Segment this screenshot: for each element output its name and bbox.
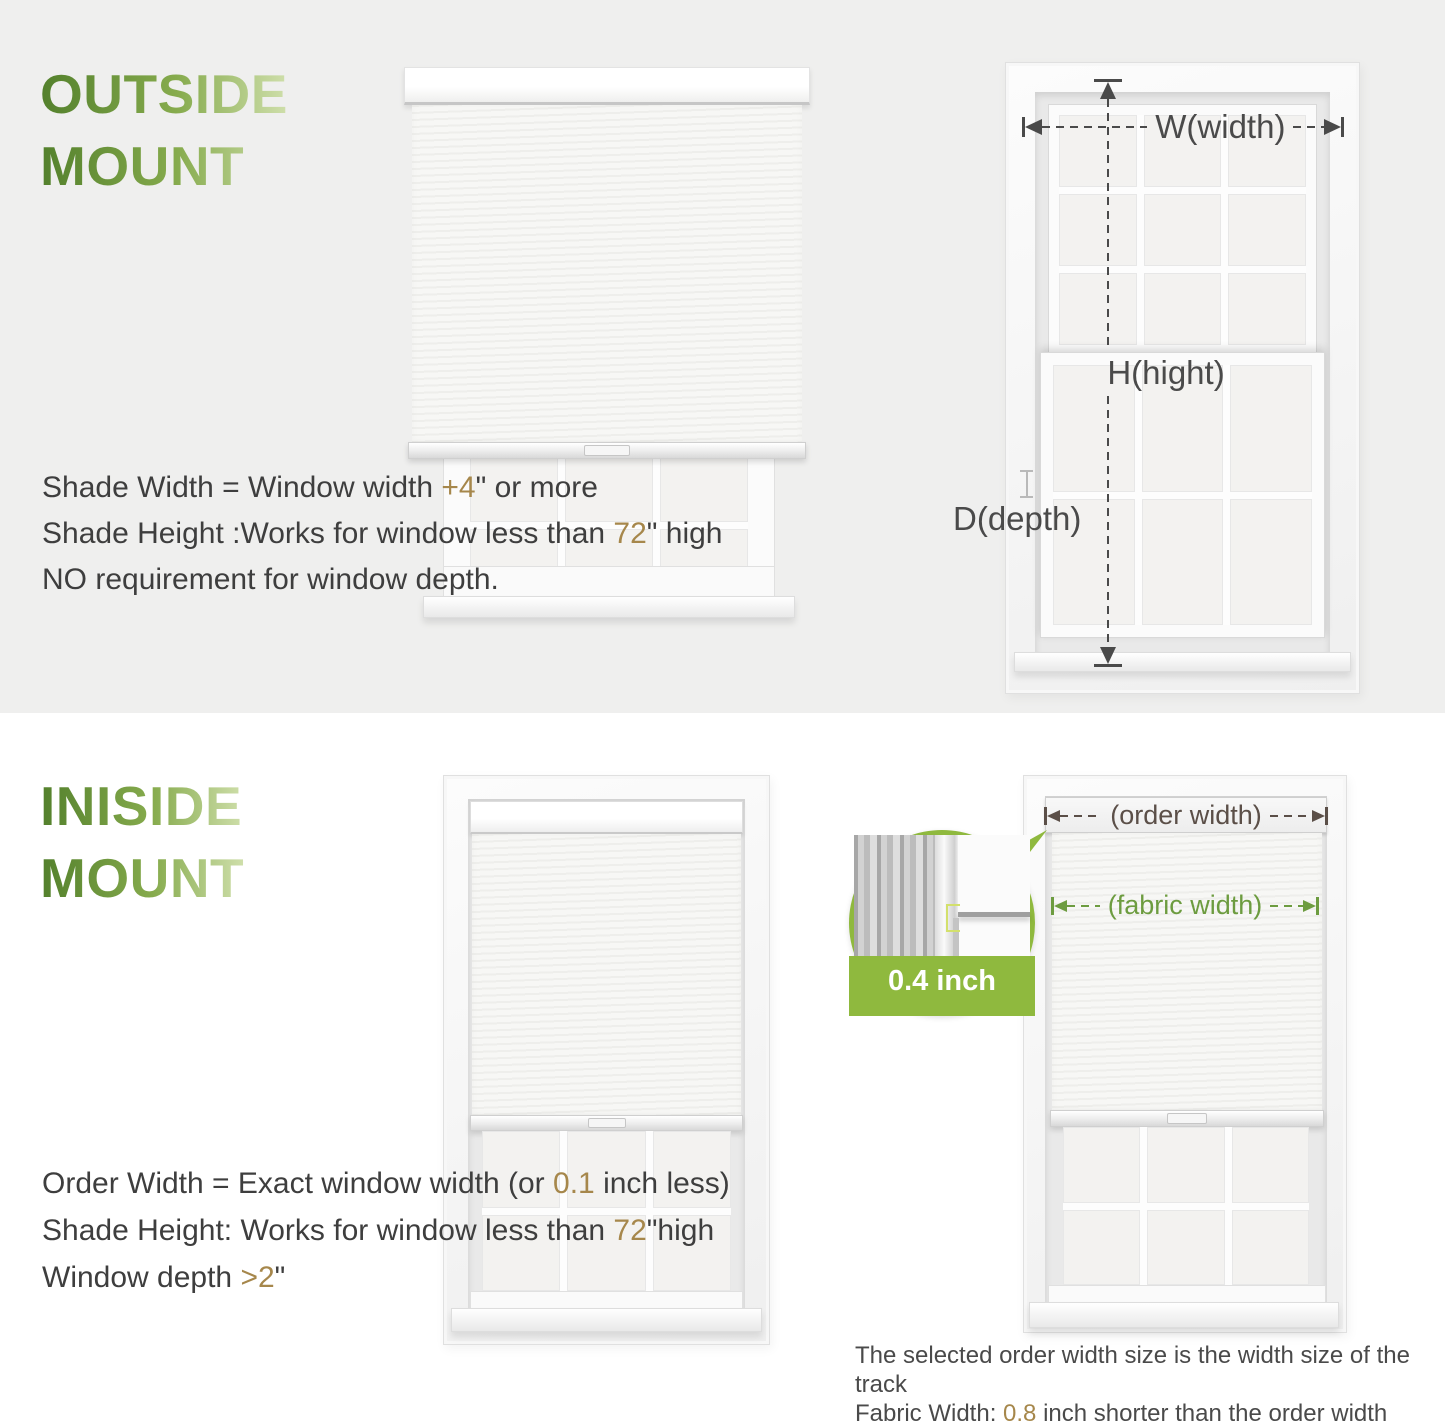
arrowhead-right-icon	[1303, 900, 1316, 912]
measure-dash	[1107, 396, 1109, 647]
height-label: H(hight)	[1107, 354, 1225, 391]
track-edge-closeup	[958, 912, 1030, 917]
measure-endbar	[1341, 117, 1344, 137]
measure-dash	[1067, 905, 1100, 907]
footnote	[855, 1341, 1445, 1428]
order-width-label: (order width)	[1110, 800, 1262, 830]
text-segment: "	[274, 1261, 286, 1294]
window-pane-area	[1063, 1127, 1309, 1285]
window-pane	[1230, 365, 1312, 492]
text-segment: NO requirement for window depth.	[42, 563, 499, 596]
arrowhead-right-icon	[1312, 810, 1325, 822]
measure-dash	[1270, 815, 1312, 817]
gap-zoom-callout	[845, 820, 1060, 1025]
arrowhead-up-icon	[1100, 82, 1116, 99]
zoom-circle	[849, 830, 1035, 1016]
inside-mount-title	[40, 770, 244, 914]
shade-fabric	[1052, 833, 1322, 1110]
text-segment: " or more	[475, 471, 598, 504]
instruction-line	[42, 557, 722, 603]
text-segment: Shade Width = Window width	[42, 471, 442, 504]
width-label: W(width)	[1155, 108, 1286, 145]
accent-value: 72	[613, 1214, 647, 1247]
shade-handle	[584, 445, 630, 456]
gap-bracket-icon	[946, 904, 960, 932]
shade-handle	[588, 1118, 626, 1128]
shade-bottom-rail	[408, 442, 806, 459]
measure-dash	[1060, 815, 1102, 817]
depth-label: D(depth)	[953, 500, 1082, 537]
accent-value: 0.8	[1003, 1400, 1037, 1427]
text-segment: "high	[646, 1214, 715, 1247]
text-segment: Shade Height: Works for window less than	[42, 1214, 614, 1247]
footnote-line	[855, 1399, 1445, 1428]
window-pane	[1063, 1127, 1140, 1203]
window-pane	[1063, 1210, 1140, 1286]
shade-fabric	[412, 105, 802, 442]
shade-handle	[1167, 1113, 1207, 1124]
window-sill	[451, 1308, 762, 1332]
window-pane-grid	[1063, 1127, 1309, 1285]
text-segment: " high	[646, 517, 723, 550]
shade-headrail	[470, 801, 743, 834]
measure-endbar	[1316, 897, 1319, 915]
accent-value: >2	[240, 1261, 275, 1294]
outside-mount-instructions	[42, 465, 722, 603]
instruction-line	[42, 1254, 730, 1301]
text-segment: inch less)	[594, 1167, 730, 1200]
text-segment: Order Width = Exact window width (or	[42, 1167, 554, 1200]
instruction-line	[42, 1207, 730, 1254]
measure-dash	[1107, 99, 1109, 350]
text-segment: Window depth	[42, 1261, 241, 1294]
measure-dash	[1293, 126, 1324, 128]
fabric-width-measure-arrow	[1051, 892, 1319, 919]
window-pane	[1147, 1210, 1224, 1286]
shade-headrail	[404, 67, 810, 105]
order-width-measure-arrow	[1044, 802, 1328, 829]
measure-endbar	[1325, 807, 1328, 825]
accent-value: 72	[613, 517, 647, 550]
depth-tick-mark	[1020, 470, 1033, 498]
text-segment: Shade Height :Works for window less than	[42, 517, 614, 550]
text-segment: inch shorter than the order width	[1036, 1400, 1388, 1427]
fabric-width-label: (fabric width)	[1107, 890, 1263, 920]
arrowhead-left-icon	[1025, 119, 1042, 135]
title-line: MOUNT	[40, 842, 244, 914]
window-pane	[1228, 194, 1306, 266]
accent-value: +4	[441, 471, 476, 504]
shade-bottom-rail	[470, 1115, 743, 1131]
arrowhead-right-icon	[1324, 119, 1341, 135]
outside-mount-title	[40, 58, 288, 202]
accent-value: 0.1	[553, 1167, 595, 1200]
window-pane	[1228, 273, 1306, 345]
instruction-line	[42, 465, 722, 511]
text-segment: Fabric Width:	[855, 1400, 1004, 1427]
title-line: INISIDE	[40, 770, 244, 842]
text-segment: The selected order width size is the width size of the track	[855, 1342, 1410, 1398]
window-pane	[1232, 1210, 1309, 1286]
instruction-line	[42, 511, 722, 557]
window-bottom-frame	[1048, 1285, 1326, 1303]
measure-endbar	[1094, 664, 1122, 667]
title-line: MOUNT	[40, 130, 288, 202]
gap-size-label: 0.4 inch	[849, 956, 1035, 1016]
instruction-line	[42, 1160, 730, 1207]
measure-dash	[1270, 905, 1303, 907]
window-pane	[1230, 499, 1312, 626]
window-pane	[1147, 1127, 1224, 1203]
arrowhead-down-icon	[1100, 647, 1116, 664]
shade-bottom-rail	[1050, 1110, 1324, 1127]
window-pane	[1232, 1127, 1309, 1203]
title-line: OUTSIDE	[40, 58, 288, 130]
inside-mount-instructions	[42, 1160, 730, 1301]
shade-fabric	[472, 834, 741, 1115]
window-sill	[1029, 1302, 1339, 1328]
footnote-line	[855, 1341, 1445, 1399]
